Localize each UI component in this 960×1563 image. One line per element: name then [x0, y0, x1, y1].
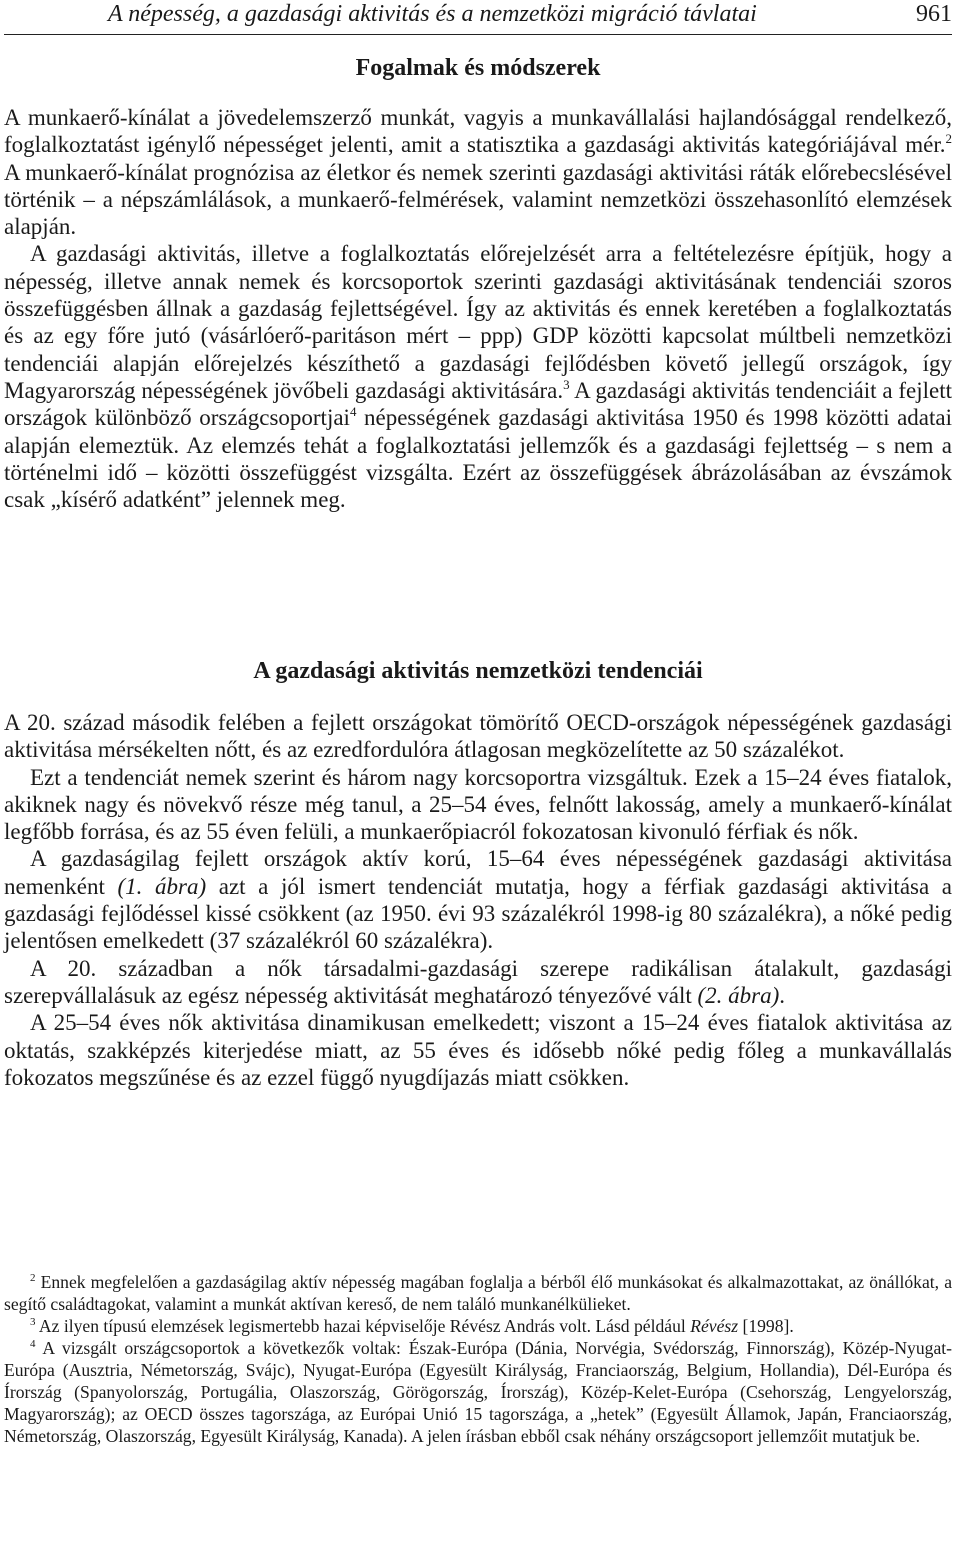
footnote-text: A vizsgált országcsoportok a következők voltak: Észak-Európa (Dánia, Norvégia, Svédország, Finnország), Közép-Nyugat-Európa (Ausztria, Németország, Svájc), Nyugat-Európa (Egyesült Királyság, Franciaország, Belgium, Hollandia), Dél-Európa és Írország (Spanyolország, Portugália, Olaszország, Görögország, Írország), Közép-Kelet-Európa (Csehország, Lengyelország, Magyarország); az OECD összes tagországa, az Európai Unió 15 tagországa, a „hetek” (Egyesült Államok, Japán, Franciaország, Németország, Olaszország, Egyesült Királyság, Kanada). A jelen írásban ebből csak néhány országcsoport jellemzőit mutatjuk be. [4, 1338, 952, 1446]
footnote-text: Az ilyen típusú elemzések legismertebb hazai képviselője Révész András volt. Lásd például [35, 1316, 691, 1336]
footnote-number: 3 [30, 1316, 36, 1328]
paragraph-text: A munkaerő-kínálat prognózisa az életkor és nemek szerinti gazdasági aktivitási ráták előrebecslésével történik – a népszámlálások, a munkaerő-felmérések, valamint nemzetközi összehasonlító elemzések alapján. [4, 159, 952, 240]
paragraph: A 20. század második felében a fejlett országokat tömörítő OECD-országok népességének gazdasági aktivitása mérsékelten nőtt, és az ezredfordulóra átlagosan megközelítette az 50 százalékot. [4, 710, 952, 763]
paragraph-text: . [779, 982, 786, 1008]
paragraph [4, 240, 952, 513]
paragraph-text: A gazdasági aktivitás, illetve a foglalkoztatás előrejelzését arra a feltételezésre építjük, hogy a népesség, illetve annak nemek és korcsoportok szerinti gazdasági aktivitásának tendenciái szoros összefüggésben állnak a gazdaság fejlettségével. Így az aktivitás és ennek keretében a foglalkoztatás és az egy főre jutó (vásárlóerő-paritáson mért – ppp) GDP közötti kapcsolat múltbeli nemzetközi tendenciái alapján előrejelzés készíthető a gazdasági fejlődésben követő jellegű országok, így Magyarország népességének jövőbeli gazdasági aktivitására. [4, 241, 952, 403]
footnote [4, 1315, 952, 1337]
paragraph [4, 104, 952, 240]
paragraph-text: A munkaerő-kínálat a jövedelemszerző munkát, vagyis a munkavállalási hajlandósággal rendelkező, foglalkoztatást igénylő népességet jelenti, amit a statisztika a gazdasági aktivitás kategóriájával mér. [4, 105, 952, 158]
footnote-ref[interactable]: 2 [945, 131, 952, 147]
footnote [4, 1271, 952, 1315]
footnote-ref[interactable]: 3 [563, 376, 570, 392]
footnote-text: Ennek megfelelően a gazdaságilag aktív népesség magában foglalja a bérből élő munkásokat és alkalmazottakat, az önállókat, a segítő családtagokat, valamint a munkát aktívan kereső, de nem találó munkanélkülieket. [4, 1272, 952, 1314]
document-page [4, 0, 952, 1446]
footnote-text: [1998]. [738, 1316, 794, 1336]
figure-ref[interactable]: (1. ábra) [117, 873, 207, 899]
section-international-trends [4, 658, 952, 1091]
page-number: 961 [916, 1, 952, 27]
section-heading: Fogalmak és módszerek [355, 55, 601, 81]
paragraph-text: népességének gazdasági aktivitása 1950 és 1998 közötti adatai alapján elemeztük. Az elemzés tehát a foglalkoztatási jellemzők és a gazdasági fejlettség – s nem a történelmi idő – közötti összefüggést vizsgálta. Ezért az összefüggések ábrázolásában az évszámok csak „kísérő adatként” jelennek meg. [4, 405, 952, 513]
footnote [4, 1337, 952, 1447]
paragraph [4, 955, 952, 1010]
paragraph-text: A 20. században a nők társadalmi-gazdasági szerepe radikálisan átalakult, gazdasági szerepvállalásuk az egész népesség aktivitását meghatározó tényezővé vált [4, 955, 952, 1008]
paragraph-text: A gazdasági aktivitás tendenciáit a fejlett országok különböző országcsoportjai [4, 377, 952, 431]
footnote-number: 2 [30, 1272, 36, 1284]
paragraph: Ezt a tendenciát nemek szerint és három nagy korcsoportra vizsgáltuk. Ezek a 15–24 éves fiatalok, akiknek nagy és növekvő része még tanul, a 25–54 éves, felnőtt lakosság, amely a munkaerő-kínálat legfőbb forrása, és az 55 éven felüli, a munkaerőpiacról fokozatosan kivonuló férfiak és nők. [4, 764, 952, 845]
paragraph: A 25–54 éves nők aktivitása dinamikusan emelkedett; viszont a 15–24 éves fiatalok aktivitása az oktatás, szakképzés kiterjedése miatt, az 55 éves és idősebb nőké pedig főleg a munkavállalás fokozatos megszűnése és az ezzel függő nyugdíjazás miatt csökken. [4, 1010, 952, 1090]
footnote-ref[interactable]: 4 [349, 404, 357, 420]
running-header [4, 0, 952, 35]
footnote-number: 4 [30, 1338, 36, 1350]
footnotes [4, 1271, 952, 1447]
citation-ref[interactable]: Révész [690, 1316, 739, 1336]
paragraph-text: A gazdaságilag fejlett országok aktív korú, 15–64 éves népességének gazdasági aktivitása nemenként [4, 846, 952, 899]
figure-ref[interactable]: (2. ábra) [697, 982, 780, 1008]
section-heading: A gazdasági aktivitás nemzetközi tendenciái [253, 658, 703, 684]
running-header-title: A népesség, a gazdasági aktivitás és a nemzetközi migráció távlatai [108, 1, 757, 27]
section-concepts-methods [4, 55, 952, 513]
paragraph [4, 845, 952, 954]
paragraph-text: azt a jól ismert tendenciát mutatja, hogy a férfiak gazdasági aktivitása a gazdasági fejlődéssel kissé csökkent (az 1950. évi 93 százalékról 1998-ig 80 százalékra), a nőké pedig jelentősen emelkedett (37 százalékról 60 százalékra). [4, 873, 952, 954]
